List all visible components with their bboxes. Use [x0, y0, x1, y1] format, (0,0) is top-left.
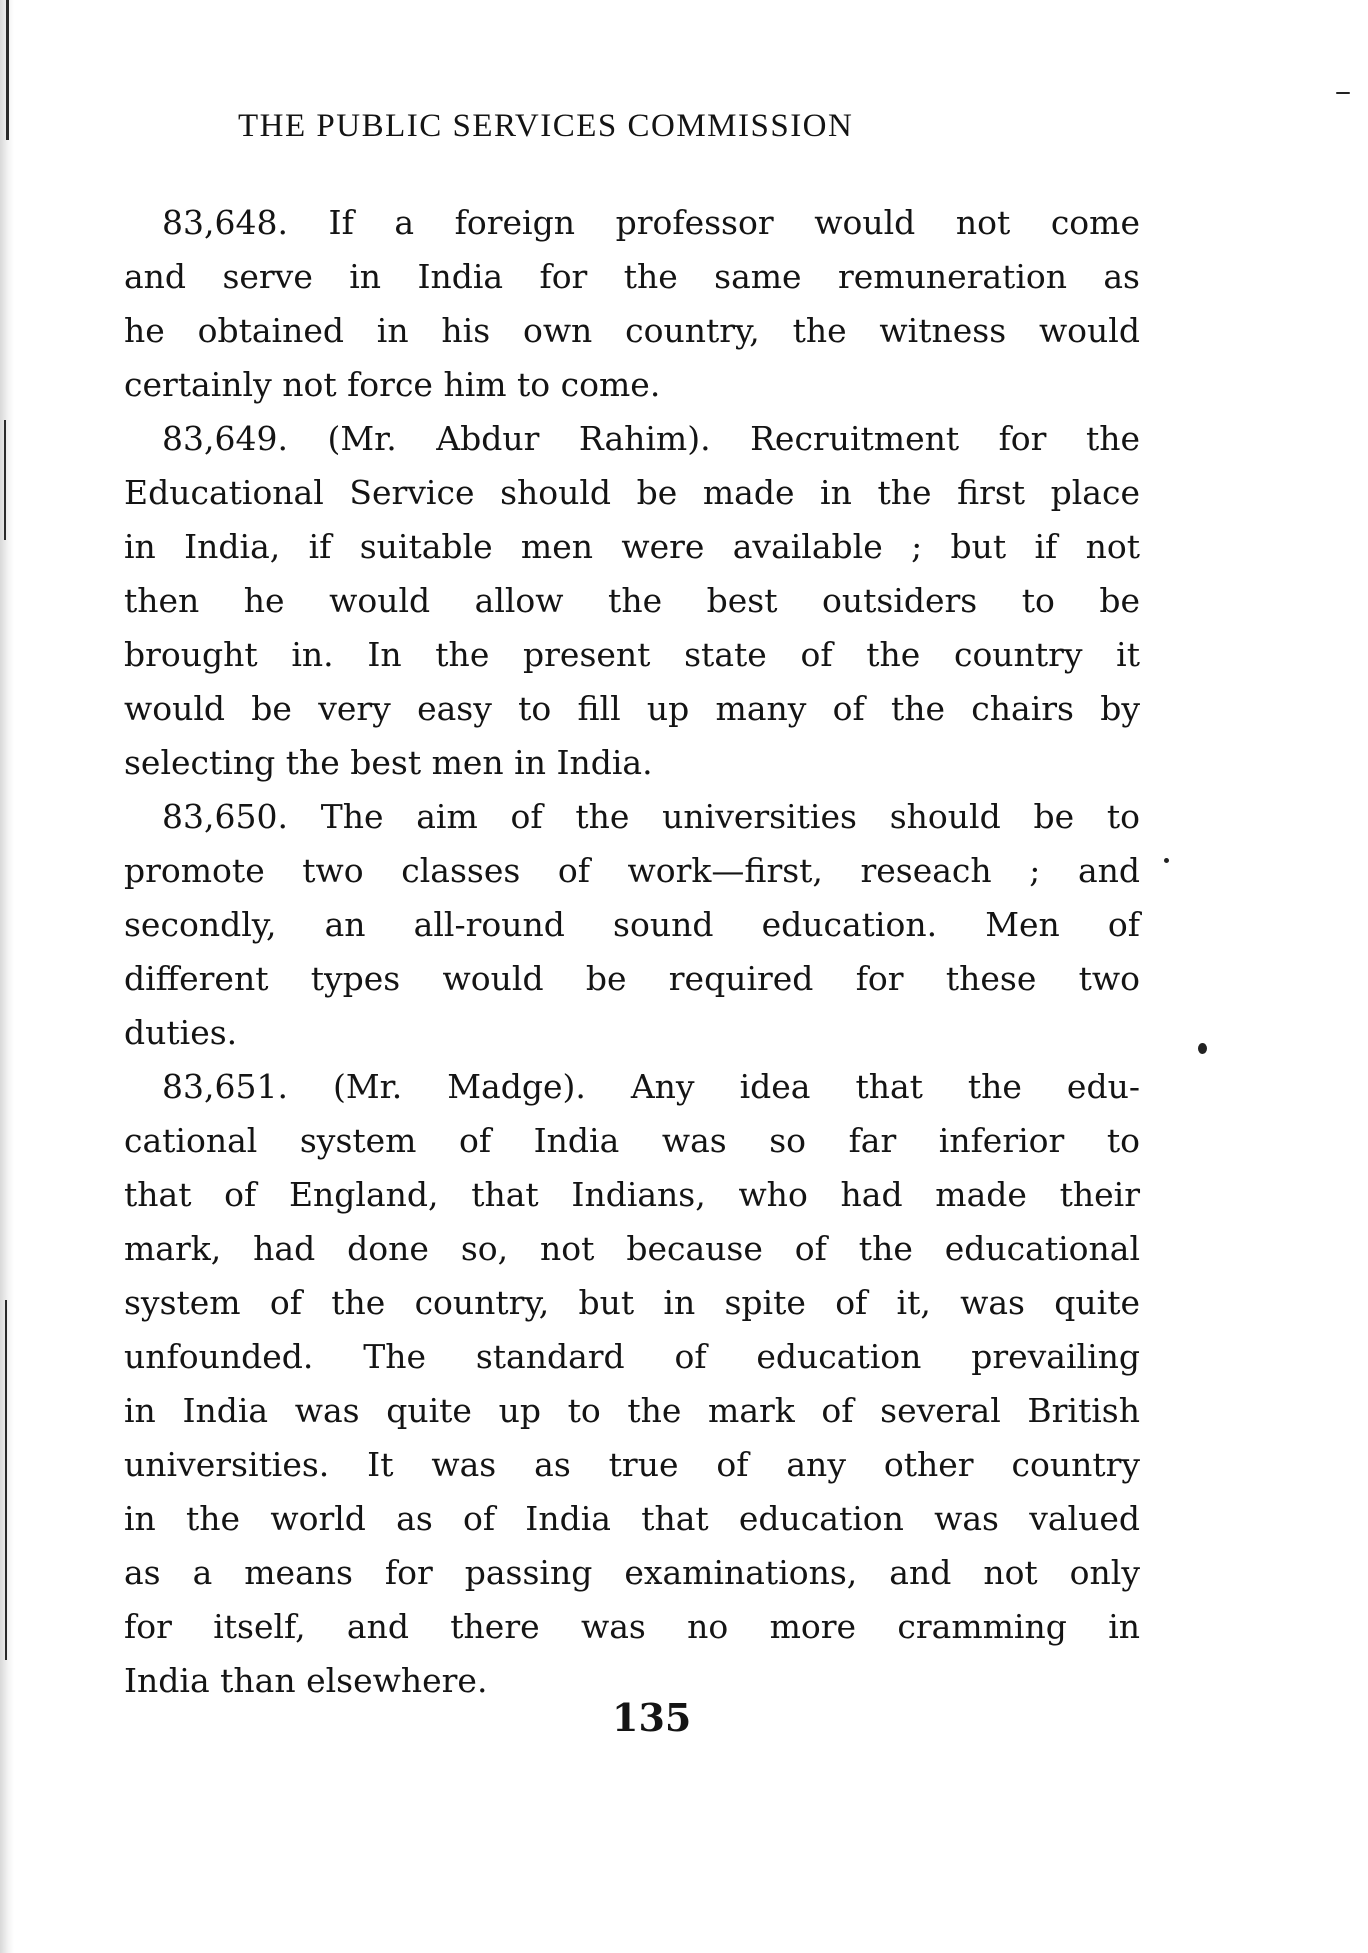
- paragraph-83649: [124, 412, 1140, 790]
- text-line: different types would be required for these two: [124, 959, 1140, 998]
- text-line: unfounded. The standard of education prevailing: [124, 1337, 1140, 1376]
- text-line: Educational Service should be made in the first place: [124, 473, 1140, 512]
- text-line: system of the country, but in spite of it, was quite: [124, 1283, 1140, 1322]
- text-line: that of England, that Indians, who had made their: [124, 1175, 1140, 1214]
- text-line: and serve in India for the same remuneration as: [124, 257, 1140, 296]
- text-line: 83,651. (Mr. Madge). Any idea that the edu-: [162, 1067, 1140, 1106]
- text-line: in India was quite up to the mark of several British: [124, 1391, 1140, 1430]
- text-line: 83,649. (Mr. Abdur Rahim). Recruitment for the: [162, 419, 1140, 458]
- body-text: [124, 196, 1140, 1708]
- text-line: certainly not force him to come.: [124, 365, 661, 404]
- text-line: cational system of India was so far inferior to: [124, 1121, 1140, 1160]
- running-head: THE PUBLIC SERVICES COMMISSION: [238, 108, 854, 144]
- text-line: secondly, an all-round sound education. Men of: [124, 905, 1140, 944]
- text-line: for itself, and there was no more cramming in: [124, 1607, 1140, 1646]
- text-line: he obtained in his own country, the witness would: [124, 311, 1140, 350]
- text-line: as a means for passing examinations, and not only: [124, 1553, 1140, 1592]
- text-line: in the world as of India that education was valued: [124, 1499, 1140, 1538]
- ink-speck: [1164, 858, 1169, 863]
- text-line: selecting the best men in India.: [124, 743, 653, 782]
- text-line: brought in. In the present state of the country it: [124, 635, 1140, 674]
- text-line: duties.: [124, 1013, 238, 1052]
- ink-speck: [1336, 92, 1350, 94]
- binding-shadow-line: [5, 1300, 7, 1660]
- text-line: universities. It was as true of any other country: [124, 1445, 1140, 1484]
- binding-edge: [0, 0, 14, 1953]
- binding-shadow-line: [6, 0, 9, 140]
- paragraph-83648: [124, 196, 1140, 412]
- paragraph-83650: [124, 790, 1140, 1060]
- page-number: 135: [612, 1695, 692, 1740]
- text-line: would be very easy to fill up many of the chairs by: [124, 689, 1140, 728]
- text-line: promote two classes of work—first, reseach ; and: [124, 851, 1140, 890]
- text-line: then he would allow the best outsiders to be: [124, 581, 1140, 620]
- text-line: 83,650. The aim of the universities should be to: [162, 797, 1140, 836]
- ink-speck: [1198, 1043, 1207, 1054]
- text-line: mark, had done so, not because of the educational: [124, 1229, 1140, 1268]
- paragraph-83651: [124, 1060, 1140, 1708]
- text-line: 83,648. If a foreign professor would not come: [162, 203, 1140, 242]
- text-line: in India, if suitable men were available ; but if not: [124, 527, 1140, 566]
- text-line: India than elsewhere.: [124, 1661, 488, 1700]
- binding-shadow-line: [4, 420, 6, 540]
